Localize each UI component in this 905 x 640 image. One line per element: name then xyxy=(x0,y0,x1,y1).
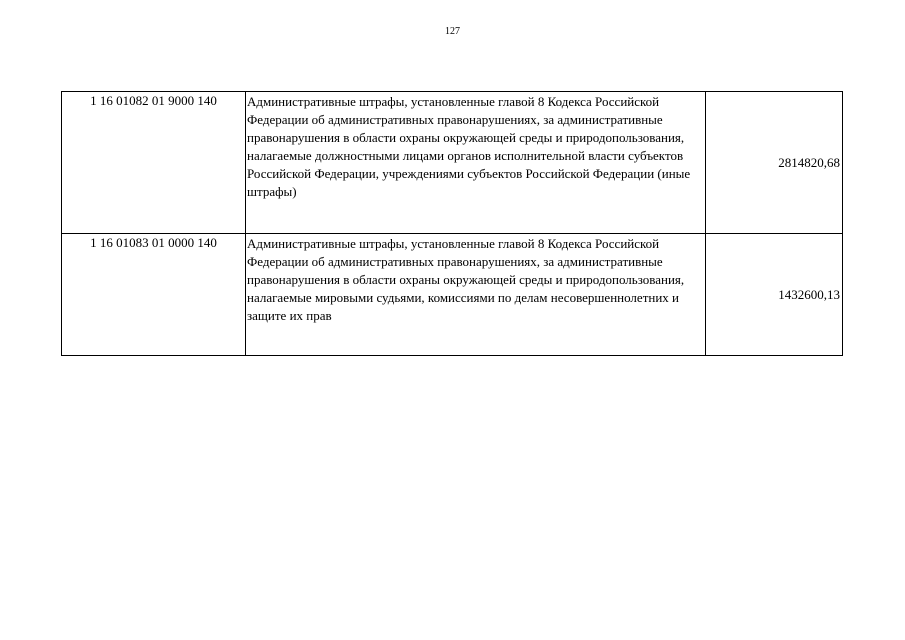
page-number: 127 xyxy=(445,26,460,37)
budget-classification-code: 1 16 01083 01 0000 140 xyxy=(62,234,246,356)
revenue-amount: 1432600,13 xyxy=(706,234,843,356)
revenue-table xyxy=(61,91,843,356)
revenue-amount: 2814820,68 xyxy=(706,92,843,234)
revenue-description: Административные штрафы, установленные главой 8 Кодекса Российской Федерации об административных правонарушениях, за административные правонарушения в области охраны окружающей среды и природопользования, налагаемые должностными лицами органов исполнительной власти субъектов Российской Федерации, учреждениями субъектов Российской Федерации (иные штрафы) xyxy=(246,92,706,234)
budget-classification-code: 1 16 01082 01 9000 140 xyxy=(62,92,246,234)
table-row xyxy=(62,92,843,234)
revenue-description: Административные штрафы, установленные главой 8 Кодекса Российской Федерации об административных правонарушениях, за административные правонарушения в области охраны окружающей среды и природопользования, налагаемые мировыми судьями, комиссиями по делам несовершеннолетних и защите их прав xyxy=(246,234,706,356)
table-row xyxy=(62,234,843,356)
